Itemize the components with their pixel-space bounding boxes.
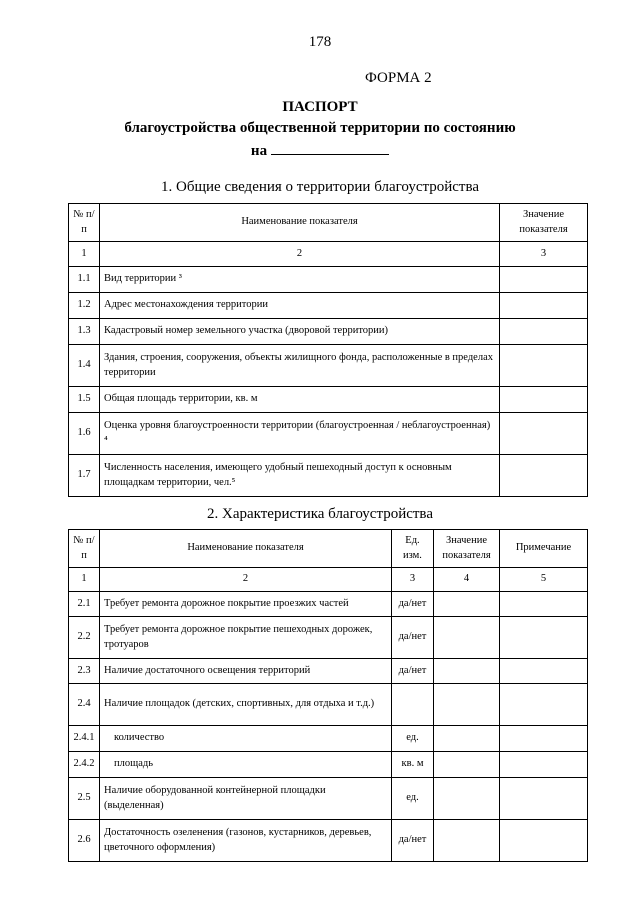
row-value-cell: [500, 319, 588, 345]
header-name: Наименование показателя: [100, 530, 392, 568]
row-value-cell: [434, 592, 500, 617]
row-num: 2.1: [69, 592, 100, 617]
general-info-table: [68, 203, 588, 497]
header-note: Примечание: [500, 530, 588, 568]
column-number-row: [69, 568, 588, 592]
row-value-cell: [500, 345, 588, 387]
row-num: 1.5: [69, 387, 100, 413]
document-subtitle: благоустройства общественной территории по состоянию: [124, 120, 516, 136]
row-value-cell: [500, 413, 588, 455]
column-number: 5: [500, 568, 588, 592]
row-name: Достаточность озеленения (газонов, кустарников, деревьев, цветочного оформления): [100, 820, 392, 862]
table-row: [69, 592, 588, 617]
row-name: Здания, строения, сооружения, объекты жилищного фонда, расположенные в пределах территории: [100, 345, 500, 387]
column-number: 2: [100, 568, 392, 592]
row-num: 2.6: [69, 820, 100, 862]
header-unit: Ед. изм.: [392, 530, 434, 568]
date-blank-field: [271, 141, 389, 155]
row-value-cell: [500, 267, 588, 293]
row-name: Требует ремонта дорожное покрытие пешеходных дорожек, тротуаров: [100, 617, 392, 659]
table-row: [69, 267, 588, 293]
row-unit: да/нет: [392, 659, 434, 684]
row-value-cell: [434, 752, 500, 778]
row-note-cell: [500, 820, 588, 862]
row-unit: да/нет: [392, 617, 434, 659]
row-value-cell: [434, 778, 500, 820]
row-name: Оценка уровня благоустроенности территории (благоустроенная / неблагоустроенная) ⁴: [100, 413, 500, 455]
column-number: 3: [392, 568, 434, 592]
table-row: [69, 684, 588, 726]
table-row: [69, 293, 588, 319]
header-name: Наименование показателя: [100, 204, 500, 242]
table-row: [69, 820, 588, 862]
date-prefix: на: [250, 143, 268, 159]
section1-heading: 1. Общие сведения о территории благоустройства: [161, 179, 479, 195]
row-value-cell: [434, 617, 500, 659]
header-value: Значение показателя: [434, 530, 500, 568]
table-header-row: [69, 530, 588, 568]
header-value: Значение показателя: [500, 204, 588, 242]
row-num: 2.4: [69, 684, 100, 726]
row-value-cell: [434, 726, 500, 752]
column-number: 3: [500, 242, 588, 267]
page-number: 178: [308, 34, 332, 50]
row-num: 1.6: [69, 413, 100, 455]
improvement-characteristics-table: [68, 529, 588, 862]
row-num: 1.3: [69, 319, 100, 345]
row-num: 2.3: [69, 659, 100, 684]
row-note-cell: [500, 684, 588, 726]
row-num: 2.5: [69, 778, 100, 820]
row-name: Требует ремонта дорожное покрытие проезжих частей: [100, 592, 392, 617]
row-num: 2.2: [69, 617, 100, 659]
column-number: 2: [100, 242, 500, 267]
row-name: Общая площадь территории, кв. м: [100, 387, 500, 413]
row-num: 1.2: [69, 293, 100, 319]
row-name: Вид территории ³: [100, 267, 500, 293]
row-value-cell: [434, 684, 500, 726]
row-num: 1.4: [69, 345, 100, 387]
row-name: Адрес местонахождения территории: [100, 293, 500, 319]
row-num: 1.1: [69, 267, 100, 293]
column-number: 1: [69, 242, 100, 267]
column-number: 4: [434, 568, 500, 592]
row-note-cell: [500, 752, 588, 778]
table-row: [69, 659, 588, 684]
row-num: 2.4.1: [69, 726, 100, 752]
row-unit: [392, 684, 434, 726]
row-value-cell: [434, 659, 500, 684]
row-note-cell: [500, 659, 588, 684]
row-note-cell: [500, 617, 588, 659]
row-value-cell: [500, 387, 588, 413]
row-unit: кв. м: [392, 752, 434, 778]
section2-heading: 2. Характеристика благоустройства: [207, 506, 433, 522]
row-name: площадь: [100, 752, 392, 778]
table-row: [69, 752, 588, 778]
row-num: 2.4.2: [69, 752, 100, 778]
date-line: [0, 141, 640, 160]
table-row: [69, 617, 588, 659]
header-num: № п/п: [69, 204, 100, 242]
header-num: № п/п: [69, 530, 100, 568]
row-value-cell: [500, 293, 588, 319]
row-unit: да/нет: [392, 592, 434, 617]
row-note-cell: [500, 778, 588, 820]
table-row: [69, 455, 588, 497]
table-header-row: [69, 204, 588, 242]
table-row: [69, 387, 588, 413]
row-name: количество: [100, 726, 392, 752]
row-unit: да/нет: [392, 820, 434, 862]
row-unit: ед.: [392, 726, 434, 752]
row-num: 1.7: [69, 455, 100, 497]
row-name: Наличие площадок (детских, спортивных, для отдыха и т.д.): [100, 684, 392, 726]
form-label: ФОРМА 2: [365, 70, 432, 86]
row-name: Численность населения, имеющего удобный пешеходный доступ к основным площадкам территории, чел.⁵: [100, 455, 500, 497]
row-value-cell: [500, 455, 588, 497]
column-number: 1: [69, 568, 100, 592]
row-name: Наличие оборудованной контейнерной площадки (выделенная): [100, 778, 392, 820]
row-unit: ед.: [392, 778, 434, 820]
row-name: Кадастровый номер земельного участка (дворовой территории): [100, 319, 500, 345]
row-note-cell: [500, 726, 588, 752]
table-row: [69, 726, 588, 752]
document-title: ПАСПОРТ: [282, 99, 358, 115]
column-number-row: [69, 242, 588, 267]
table-row: [69, 319, 588, 345]
table-row: [69, 778, 588, 820]
row-name: Наличие достаточного освещения территорий: [100, 659, 392, 684]
row-value-cell: [434, 820, 500, 862]
row-note-cell: [500, 592, 588, 617]
table-row: [69, 345, 588, 387]
table-row: [69, 413, 588, 455]
